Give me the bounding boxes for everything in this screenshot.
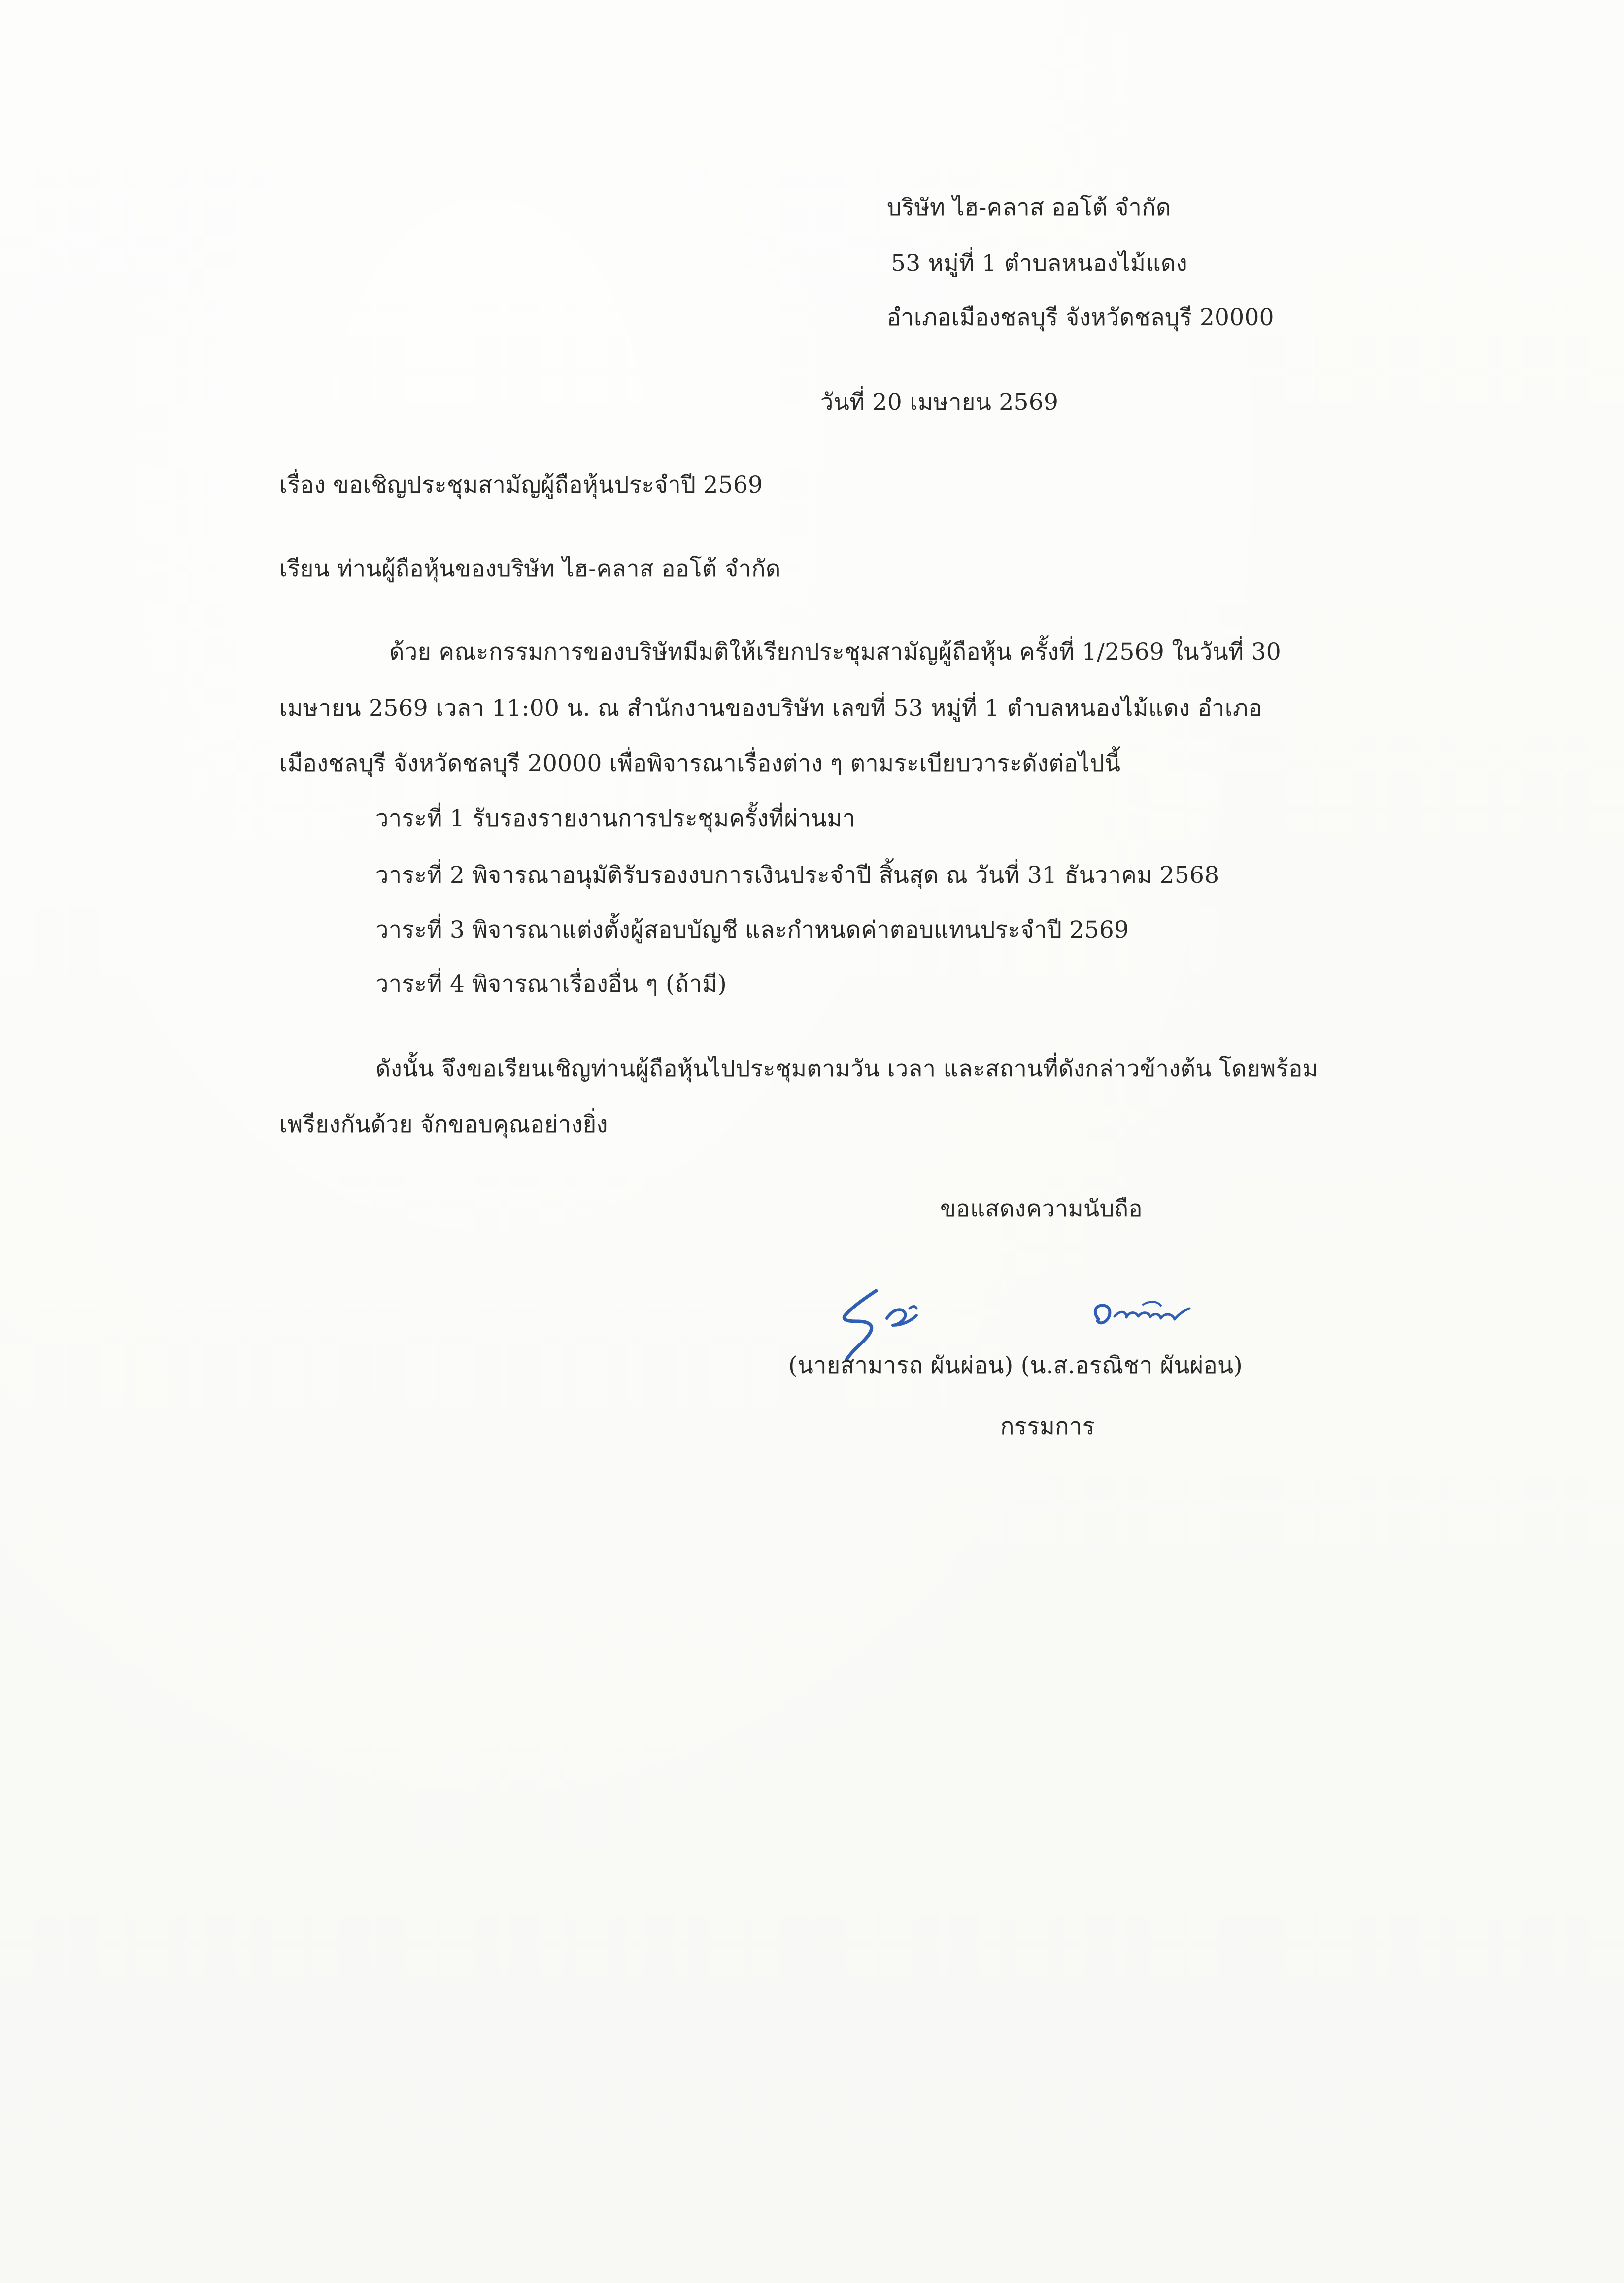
address-line-2: อำเภอเมืองชลบุรี จังหวัดชลบุรี 20000	[887, 304, 1274, 331]
body-line-3: เมืองชลบุรี จังหวัดชลบุรี 20000 เพื่อพิจารณาเรื่องต่าง ๆ ตามระเบียบวาระดังต่อไปนี้	[279, 750, 1121, 777]
address-line-1: 53 หมู่ที่ 1 ตำบลหนองไม้แดง	[891, 250, 1187, 277]
body-line-1: ด้วย คณะกรรมการของบริษัทมีมติให้เรียกประชุมสามัญผู้ถือหุ้น ครั้งที่ 1/2569 ในวันที่ 30	[389, 638, 1282, 666]
signature-2-icon	[1084, 1291, 1202, 1345]
agenda-item-2: วาระที่ 2 พิจารณาอนุมัติรับรองงบการเงินประจำปี สิ้นสุด ณ วันที่ 31 ธันวาคม 2568	[375, 862, 1219, 889]
regards: ขอแสดงความนับถือ	[940, 1195, 1143, 1222]
closing-line-1: ดังนั้น จึงขอเรียนเชิญท่านผู้ถือหุ้นไปประชุมตามวัน เวลา และสถานที่ดังกล่าวข้างต้น โดยพร้อม	[375, 1055, 1318, 1082]
signatory-position: กรรมการ	[1000, 1413, 1095, 1440]
letter-date: วันที่ 20 เมษายน 2569	[820, 389, 1059, 416]
letter-recipient: เรียน ท่านผู้ถือหุ้นของบริษัท ไฮ-คลาส ออโต้ จำกัด	[279, 555, 781, 582]
letter-subject: เรื่อง ขอเชิญประชุมสามัญผู้ถือหุ้นประจำปี 2569	[279, 471, 763, 499]
closing-line-2: เพรียงกันด้วย จักขอบคุณอย่างยิ่ง	[279, 1111, 608, 1138]
agenda-item-3: วาระที่ 3 พิจารณาแต่งตั้งผู้สอบบัญชี และกำหนดค่าตอบแทนประจำปี 2569	[375, 916, 1129, 943]
signatory-names: (นายสามารถ ผันผ่อน) (น.ส.อรณิชา ผันผ่อน)	[788, 1352, 1243, 1379]
company-name: บริษัท ไฮ-คลาส ออโต้ จำกัด	[887, 194, 1171, 221]
agenda-item-1: วาระที่ 1 รับรองรายงานการประชุมครั้งที่ผ่านมา	[375, 805, 856, 832]
body-line-2: เมษายน 2569 เวลา 11:00 น. ณ สำนักงานของบริษัท เลขที่ 53 หมู่ที่ 1 ตำบลหนองไม้แดง อำเภอ	[279, 695, 1262, 722]
agenda-item-4: วาระที่ 4 พิจารณาเรื่องอื่น ๆ (ถ้ามี)	[375, 971, 727, 998]
